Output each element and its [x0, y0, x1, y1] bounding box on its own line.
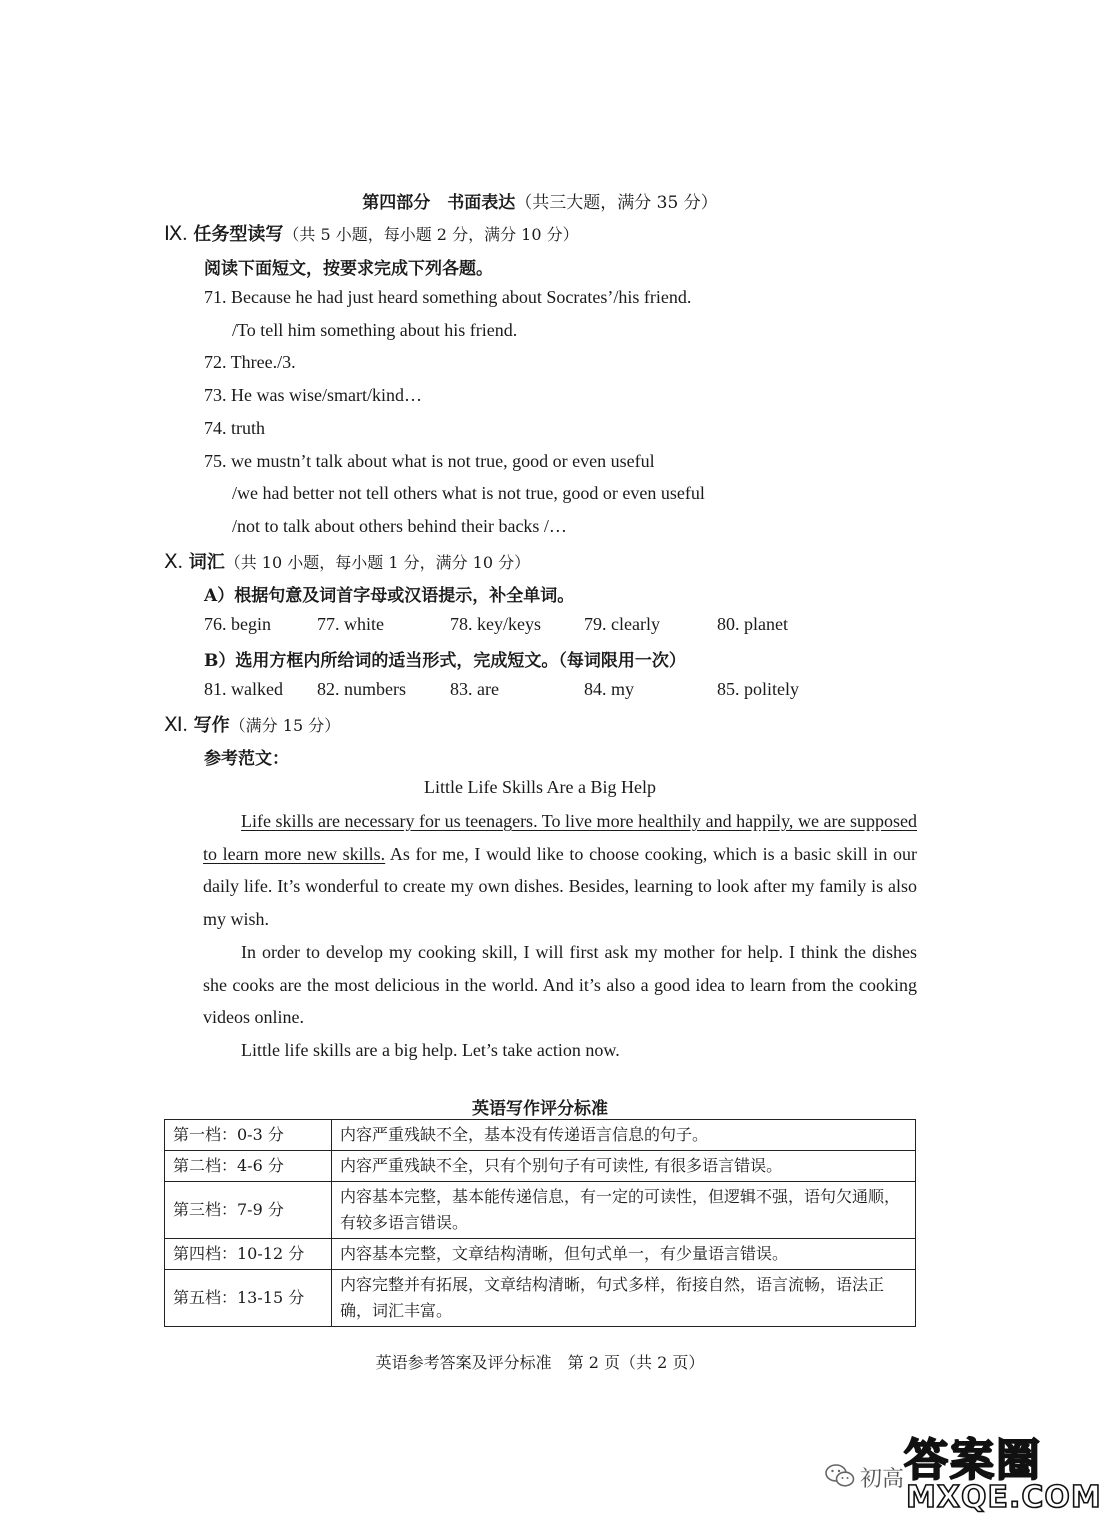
vocab-row-a	[204, 614, 924, 638]
answer-72: 72. Three./3.	[204, 352, 296, 372]
rubric-description: 内容严重残缺不全，基本没有传递语言信息的句子。	[332, 1120, 916, 1151]
essay-paragraph-3: Little life skills are a big help. Let’s take action now.	[241, 1040, 620, 1060]
vocab-part-a-instruction: A）根据句意及词首字母或汉语提示，补全单词。	[204, 586, 575, 606]
answer-71-line2: /To tell him something about his friend.	[232, 320, 518, 340]
watermark-url: MXQE.COM	[906, 1480, 1102, 1515]
answer-75-line2: /we had better not tell others what is not true, good or even useful	[232, 483, 705, 503]
rubric-title: 英语写作评分标准	[472, 1099, 608, 1119]
essay-underlined-sentence: Life skills are necessary for us teenagers. To live more healthily and happily, we are supposed to learn more new skills.	[203, 811, 917, 864]
section-9-instruction: 阅读下面短文，按要求完成下列各题。	[204, 259, 493, 279]
sample-essay-label: 参考范文：	[204, 749, 289, 769]
answer-71-line1: 71. Because he had just heard something about Socrates’/his friend.	[204, 287, 692, 307]
answer-84: 84. my	[584, 679, 635, 699]
answer-79: 79. clearly	[584, 614, 660, 634]
watermark-logo-text: 答案圈	[904, 1435, 1042, 1486]
table-row	[165, 1270, 916, 1327]
page-footer: 英语参考答案及评分标准 第 2 页（共 2 页）	[375, 1353, 705, 1372]
vocab-row-b	[204, 679, 924, 703]
watermark-small-text: 初高	[860, 1467, 905, 1492]
answer-81: 81. walked	[204, 679, 283, 699]
vocab-part-b-instruction: B）选用方框内所给词的适当形式，完成短文。（每词限用一次）	[204, 651, 686, 671]
rubric-level: 第三档：7-9 分	[165, 1182, 332, 1239]
answer-73: 73. He was wise/smart/kind…	[204, 385, 422, 405]
watermark	[812, 1418, 1102, 1528]
answer-83: 83. are	[450, 679, 499, 699]
rubric-description: 内容基本完整，文章结构清晰，但句式单一，有少量语言错误。	[332, 1239, 916, 1270]
answer-85: 85. politely	[717, 679, 799, 699]
section-heading-9: Ⅸ. 任务型读写（共 5 小题，每小题 2 分，满分 10 分）	[164, 223, 579, 245]
answer-78: 78. key/keys	[450, 614, 541, 634]
answer-82: 82. numbers	[317, 679, 406, 699]
table-row	[165, 1120, 916, 1151]
answer-76: 76. begin	[204, 614, 271, 634]
rubric-description: 内容完整并有拓展，文章结构清晰，句式多样，衔接自然，语言流畅，语法正确，词汇丰富。	[332, 1270, 916, 1327]
rubric-level: 第五档：13-15 分	[165, 1270, 332, 1327]
rubric-level: 第一档：0-3 分	[165, 1120, 332, 1151]
rubric-table	[164, 1119, 916, 1327]
rubric-description: 内容严重残缺不全，只有个别句子有可读性, 有很多语言错误。	[332, 1151, 916, 1182]
answer-74: 74. truth	[204, 418, 265, 438]
answer-77: 77. white	[317, 614, 384, 634]
essay-paragraph-2: In order to develop my cooking skill, I will first ask my mother for help. I think the dishes she cooks are the most delicious in the world. And it’s also a good idea to learn from the cooking videos online.	[203, 942, 917, 1028]
rubric-description: 内容基本完整，基本能传递信息，有一定的可读性，但逻辑不强，语句欠通顺，有较多语言错误。	[332, 1182, 916, 1239]
essay-title: Little Life Skills Are a Big Help	[424, 777, 656, 797]
table-row	[165, 1182, 916, 1239]
part-title: 第四部分 书面表达（共三大题，满分 35 分）	[362, 193, 718, 213]
table-row	[165, 1239, 916, 1270]
section-heading-11: Ⅺ. 写作（满分 15 分）	[164, 714, 341, 736]
answer-75-line1: 75. we mustn’t talk about what is not true, good or even useful	[204, 451, 655, 471]
essay-paragraph-1: Life skills are necessary for us teenagers. To live more healthily and happily, we are supposed to learn more new skills. As for me, I would like to choose cooking, which is a basic skill in our daily life. It’s wonderful to create my own dishes. Besides, learning to look after my family is also my wish.	[203, 811, 917, 930]
wechat-icon	[824, 1462, 856, 1494]
answer-75-line3: /not to talk about others behind their backs /…	[232, 516, 567, 536]
answer-80: 80. planet	[717, 614, 788, 634]
section-heading-10: Ⅹ. 词汇（共 10 小题，每小题 1 分，满分 10 分）	[164, 551, 531, 573]
table-row	[165, 1151, 916, 1182]
rubric-level: 第四档：10-12 分	[165, 1239, 332, 1270]
rubric-level: 第二档：4-6 分	[165, 1151, 332, 1182]
